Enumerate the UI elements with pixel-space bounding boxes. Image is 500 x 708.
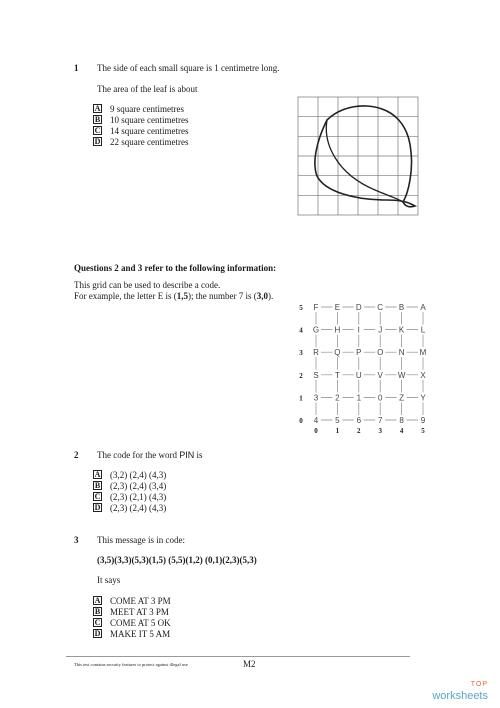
option-letter-box: C	[94, 126, 101, 135]
grid-cell-label: E	[334, 303, 341, 312]
grid-cell-label: M	[419, 348, 427, 358]
brand-logo-bottom: worksheets	[432, 690, 488, 702]
grid-cell-label: J	[378, 325, 383, 335]
grid-cell-label: V	[377, 370, 383, 380]
info-text-segment: ); the number 7 is (	[187, 291, 257, 301]
grid-cell-label: L	[420, 325, 426, 335]
option-text: 9 square centimetres	[110, 103, 184, 114]
grid-cell-label: I	[357, 325, 360, 335]
grid-cell-label: C	[377, 303, 384, 312]
option-letter-box: D	[94, 503, 101, 512]
info-example-number-code: 3,0	[256, 291, 268, 301]
grid-x-label: 3	[378, 427, 382, 435]
grid-x-label: 0	[314, 427, 318, 435]
grid-cell-label: Y	[420, 393, 426, 403]
grid-x-label: 4	[399, 427, 404, 435]
question-2-prompt	[97, 450, 203, 460]
q3-option-b[interactable]	[93, 606, 169, 617]
grid-cell-label: 4	[313, 416, 319, 425]
option-letter-box: B	[94, 481, 101, 490]
grid-cell-label: A	[420, 303, 426, 312]
grid-cell-label: 2	[335, 393, 340, 403]
code-grid	[296, 298, 432, 435]
option-letter-box: C	[94, 492, 101, 501]
leaf-grid-figure	[297, 96, 421, 217]
q2-option-b[interactable]	[93, 480, 166, 491]
option-text: COME AT 3 PM	[110, 595, 171, 606]
grid-cell-label: N	[398, 348, 405, 358]
q2-option-d[interactable]	[93, 502, 166, 513]
grid-cell-label: F	[313, 303, 319, 312]
option-text: MEET AT 3 PM	[110, 606, 169, 617]
question-3-code-message: (3,5)(3,3)(5,3)(1,5) (5,5)(1,2) (0,1)(2,3)(5,3)	[97, 555, 257, 565]
option-letter-box: B	[94, 115, 101, 124]
grid-cell-label: S	[313, 370, 319, 380]
grid-y-label: 3	[299, 349, 303, 358]
option-text: 10 square centimetres	[110, 114, 189, 125]
grid-cell-label: T	[334, 370, 340, 380]
option-letter-box: D	[94, 629, 101, 638]
question-1-statement: The side of each small square is 1 centimetre long.	[97, 63, 280, 73]
option-letter-box: D	[94, 137, 101, 146]
option-text: (2,3) (2,1) (4,3)	[110, 491, 167, 502]
grid-cell-label: O	[377, 348, 384, 358]
grid-cell-label: 8	[399, 416, 404, 425]
grid-cell-label: 1	[356, 393, 362, 403]
question-2-number: 2	[74, 450, 79, 460]
grid-cell-label: 7	[377, 416, 383, 425]
grid-y-label: 5	[299, 304, 303, 312]
option-text: MAKE IT 5 AM	[110, 628, 171, 639]
grid-cell-label: B	[398, 303, 405, 312]
q3-option-a[interactable]	[93, 595, 171, 606]
page-label: M2	[243, 659, 256, 669]
q1-option-d[interactable]	[93, 136, 188, 147]
info-text-segment: For example, the letter E is (	[74, 291, 177, 301]
q2-option-a[interactable]	[93, 469, 166, 480]
grid-x-label: 5	[421, 427, 425, 435]
grid-cell-label: W	[397, 370, 406, 380]
grid-cell-label: Q	[334, 348, 341, 358]
option-text: (2,3) (2,4) (3,4)	[110, 480, 167, 491]
question-3-it-says: It says	[97, 575, 121, 585]
info-line-1: This grid can be used to describe a code.	[74, 280, 221, 290]
q1-option-b[interactable]	[93, 114, 188, 125]
grid-cell-label: P	[356, 348, 362, 358]
brand-logo-top: TOP	[470, 681, 488, 688]
q3-option-d[interactable]	[93, 628, 170, 639]
option-letter-box: A	[94, 104, 101, 113]
q2-option-c[interactable]	[93, 491, 166, 502]
info-example-letter-code: 1,5	[176, 291, 188, 301]
question-2-text: The code for the word	[97, 450, 180, 460]
grid-cell-label: R	[313, 348, 319, 358]
grid-cell-label: G	[312, 325, 320, 335]
question-1-prompt: The area of the leaf is about	[97, 84, 198, 94]
footer-security-note: This test contains security features to protect against illegal use	[74, 662, 188, 667]
info-text-segment: ).	[267, 291, 274, 301]
grid-cell-label: X	[420, 370, 426, 380]
grid-cell-label: 9	[420, 416, 426, 425]
question-1-number: 1	[74, 63, 79, 73]
grid-y-label: 1	[299, 394, 303, 403]
info-line-2	[74, 291, 273, 301]
option-letter-box: B	[94, 607, 101, 616]
grid-x-label: 1	[335, 427, 340, 435]
info-heading: Questions 2 and 3 refer to the following information:	[74, 263, 277, 273]
option-text: (2,3) (2,4) (4,3)	[110, 502, 167, 513]
q1-option-a[interactable]	[93, 103, 184, 114]
question-3-number: 3	[74, 535, 79, 545]
footer-divider	[66, 656, 410, 657]
grid-cell-label: K	[398, 325, 405, 335]
option-text: COME AT 5 OK	[110, 617, 171, 628]
option-letter-box: A	[94, 470, 101, 479]
q1-option-c[interactable]	[93, 125, 188, 136]
grid-y-label: 4	[299, 326, 303, 335]
grid-cell-label: 5	[335, 416, 340, 425]
q3-option-c[interactable]	[93, 617, 171, 628]
grid-x-label: 2	[357, 427, 361, 435]
grid-y-label: 0	[299, 417, 303, 425]
question-2-word: PIN	[179, 450, 195, 460]
question-2-text: is	[194, 450, 203, 460]
grid-cell-label: 6	[356, 416, 362, 425]
grid-cell-label: H	[334, 325, 341, 335]
grid-y-label: 2	[299, 371, 303, 380]
question-3-prompt: This message is in code:	[97, 535, 185, 545]
option-text: 14 square centimetres	[110, 125, 189, 136]
grid-cell-label: U	[355, 370, 362, 380]
grid-cell-label: 0	[377, 393, 383, 403]
option-letter-box: C	[94, 618, 101, 627]
grid-cell-label: D	[355, 303, 362, 312]
option-text: 22 square centimetres	[110, 136, 189, 147]
grid-cell-label: 3	[313, 393, 319, 403]
grid-cell-label: Z	[399, 393, 405, 403]
option-letter-box: A	[94, 596, 101, 605]
option-text: (3,2) (2,4) (4,3)	[110, 469, 167, 480]
